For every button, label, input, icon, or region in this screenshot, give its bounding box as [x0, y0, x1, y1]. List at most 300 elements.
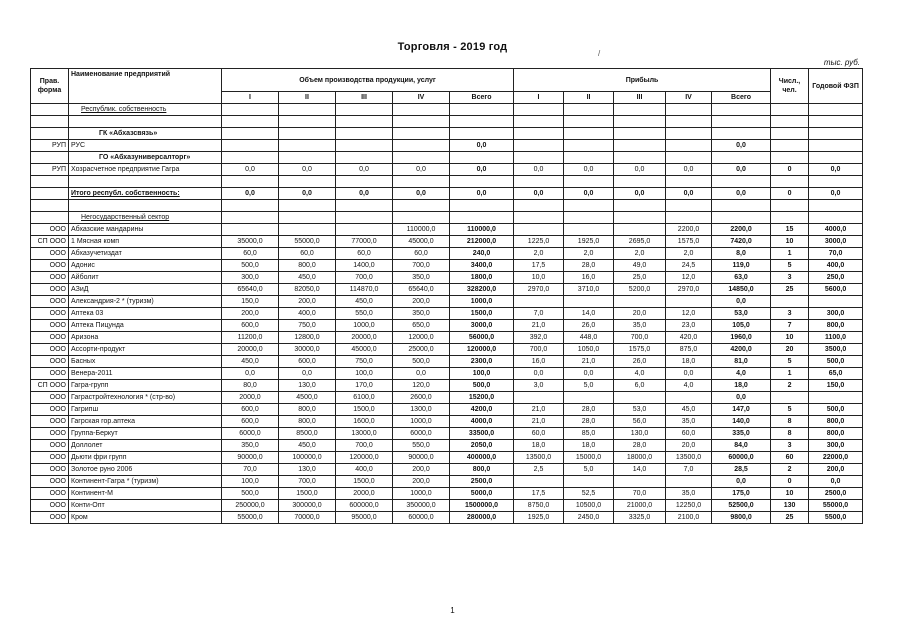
table-row — [31, 320, 863, 332]
annual-fund: 800,0 — [809, 320, 863, 332]
annual-fund: 150,0 — [809, 380, 863, 392]
volume-q3: 13000,0 — [336, 428, 393, 440]
profit-q4: 0,0 — [666, 368, 712, 380]
empty-cell — [514, 128, 564, 140]
legal-form: ООО — [31, 368, 69, 380]
profit-q3: 0,0 — [614, 164, 666, 176]
profit-total: 0,0 — [712, 296, 771, 308]
volume-q2: 200,0 — [279, 296, 336, 308]
table-row — [31, 164, 863, 176]
employees: 20 — [771, 344, 809, 356]
table-row — [31, 236, 863, 248]
volume-q4: 350000,0 — [393, 500, 450, 512]
profit-total: 147,0 — [712, 404, 771, 416]
profit-q3: 49,0 — [614, 260, 666, 272]
volume-q4: 110000,0 — [393, 224, 450, 236]
volume-total: 33500,0 — [450, 428, 514, 440]
profit-q2: 21,0 — [564, 356, 614, 368]
volume-q2: 12800,0 — [279, 332, 336, 344]
profit-q2: 2450,0 — [564, 512, 614, 524]
volume-q4: 200,0 — [393, 464, 450, 476]
volume-total: 800,0 — [450, 464, 514, 476]
empty-cell — [614, 212, 666, 224]
profit-q1: 18,0 — [514, 440, 564, 452]
profit-q2: 1050,0 — [564, 344, 614, 356]
volume-total: 3000,0 — [450, 320, 514, 332]
annual-fund: 300,0 — [809, 440, 863, 452]
annual-fund: 250,0 — [809, 272, 863, 284]
profit-q2: 2,0 — [564, 248, 614, 260]
volume-q3: 20000,0 — [336, 332, 393, 344]
volume-q2: 130,0 — [279, 380, 336, 392]
header-pro-total: Всего — [712, 92, 771, 104]
annual-fund: 3000,0 — [809, 236, 863, 248]
profit-q1: 21,0 — [514, 416, 564, 428]
volume-q2: 55000,0 — [279, 236, 336, 248]
legal-form: ООО — [31, 308, 69, 320]
table-row — [31, 368, 863, 380]
annual-fund: 0,0 — [809, 164, 863, 176]
legal-form: СП ООО — [31, 236, 69, 248]
profit-q1: 2,0 — [514, 248, 564, 260]
profit-q3: 700,0 — [614, 332, 666, 344]
volume-q2: 82050,0 — [279, 284, 336, 296]
volume-total: 240,0 — [450, 248, 514, 260]
profit-q3: 2,0 — [614, 248, 666, 260]
profit-q1 — [514, 140, 564, 152]
profit-q4: 2970,0 — [666, 284, 712, 296]
empty-cell — [393, 212, 450, 224]
profit-total: 105,0 — [712, 320, 771, 332]
volume-q3 — [336, 140, 393, 152]
volume-total: 3400,0 — [450, 260, 514, 272]
volume-q1: 100,0 — [222, 476, 279, 488]
profit-q1: 3,0 — [514, 380, 564, 392]
volume-q1: 600,0 — [222, 416, 279, 428]
empty-cell — [69, 176, 222, 188]
employees: 10 — [771, 488, 809, 500]
company-name: Аптека Пицунда — [69, 320, 222, 332]
volume-q3: 95000,0 — [336, 512, 393, 524]
volume-q1: 450,0 — [222, 356, 279, 368]
company-name: Аптека 03 — [69, 308, 222, 320]
empty-cell — [666, 200, 712, 212]
annual-fund: 0,0 — [809, 188, 863, 200]
table-row — [31, 440, 863, 452]
header-name: Наименование предприятий — [69, 69, 222, 104]
company-name: Континент-Гагра * (туризм) — [69, 476, 222, 488]
profit-q2: 1925,0 — [564, 236, 614, 248]
empty-cell — [450, 128, 514, 140]
volume-q4: 25000,0 — [393, 344, 450, 356]
volume-q3: 1500,0 — [336, 404, 393, 416]
profit-q4 — [666, 140, 712, 152]
table-row — [31, 248, 863, 260]
table-row — [31, 464, 863, 476]
profit-q3 — [614, 392, 666, 404]
volume-q2: 0,0 — [279, 188, 336, 200]
annual-fund: 800,0 — [809, 416, 863, 428]
profit-q4: 0,0 — [666, 188, 712, 200]
profit-q3: 28,0 — [614, 440, 666, 452]
header-pro-q3: III — [614, 92, 666, 104]
profit-q4: 12250,0 — [666, 500, 712, 512]
volume-total: 110000,0 — [450, 224, 514, 236]
volume-q3: 600000,0 — [336, 500, 393, 512]
volume-q2: 700,0 — [279, 476, 336, 488]
volume-q3: 100,0 — [336, 368, 393, 380]
company-name: Аризона — [69, 332, 222, 344]
company-name: Басных — [69, 356, 222, 368]
legal-form: ООО — [31, 392, 69, 404]
table-row — [31, 332, 863, 344]
empty-cell — [809, 176, 863, 188]
volume-q4: 12000,0 — [393, 332, 450, 344]
empty-cell — [222, 212, 279, 224]
legal-form: ООО — [31, 356, 69, 368]
profit-total: 0,0 — [712, 392, 771, 404]
empty-cell — [564, 212, 614, 224]
empty-cell — [809, 200, 863, 212]
volume-q2: 0,0 — [279, 368, 336, 380]
profit-q3: 6,0 — [614, 380, 666, 392]
profit-q4: 45,0 — [666, 404, 712, 416]
table-row — [31, 356, 863, 368]
profit-q4: 4,0 — [666, 380, 712, 392]
profit-q2: 0,0 — [564, 368, 614, 380]
volume-total: 400000,0 — [450, 452, 514, 464]
volume-q1: 60,0 — [222, 248, 279, 260]
employees: 3 — [771, 272, 809, 284]
empty-cell — [666, 176, 712, 188]
empty-cell — [564, 152, 614, 164]
volume-total: 56000,0 — [450, 332, 514, 344]
profit-q2: 10500,0 — [564, 500, 614, 512]
profit-q2: 0,0 — [564, 164, 614, 176]
volume-q1: 200,0 — [222, 308, 279, 320]
empty-cell — [564, 104, 614, 116]
empty-cell — [279, 212, 336, 224]
legal-form: ООО — [31, 476, 69, 488]
empty-cell — [279, 104, 336, 116]
volume-q2: 130,0 — [279, 464, 336, 476]
profit-q4: 1575,0 — [666, 236, 712, 248]
empty-cell — [450, 152, 514, 164]
employees: 8 — [771, 416, 809, 428]
empty-cell — [771, 128, 809, 140]
profit-q4: 60,0 — [666, 428, 712, 440]
volume-q2: 0,0 — [279, 164, 336, 176]
volume-total: 2300,0 — [450, 356, 514, 368]
annual-fund: 5600,0 — [809, 284, 863, 296]
employees: 0 — [771, 188, 809, 200]
annual-fund: 300,0 — [809, 308, 863, 320]
empty-cell — [712, 152, 771, 164]
volume-q2: 800,0 — [279, 404, 336, 416]
empty-cell — [31, 176, 69, 188]
empty-cell — [514, 200, 564, 212]
empty-cell — [336, 176, 393, 188]
employees: 1 — [771, 248, 809, 260]
volume-q2: 450,0 — [279, 440, 336, 452]
profit-q3: 130,0 — [614, 428, 666, 440]
profit-q4: 12,0 — [666, 308, 712, 320]
volume-q2: 750,0 — [279, 320, 336, 332]
company-name: Итого республ. собственность: — [69, 188, 222, 200]
annual-fund: 800,0 — [809, 428, 863, 440]
form-cell — [31, 104, 69, 116]
annual-fund: 65,0 — [809, 368, 863, 380]
legal-form: РУП — [31, 140, 69, 152]
employees: 2 — [771, 380, 809, 392]
company-name: Золотое руно 2006 — [69, 464, 222, 476]
empty-cell — [666, 116, 712, 128]
annual-fund: 500,0 — [809, 356, 863, 368]
volume-q1 — [222, 140, 279, 152]
profit-total: 53,0 — [712, 308, 771, 320]
table-row — [31, 296, 863, 308]
total-row — [31, 188, 863, 200]
empty-cell — [336, 116, 393, 128]
legal-form: ООО — [31, 404, 69, 416]
company-name: Венера-2011 — [69, 368, 222, 380]
volume-q1: 20000,0 — [222, 344, 279, 356]
empty-cell — [393, 104, 450, 116]
annual-fund: 2500,0 — [809, 488, 863, 500]
employees: 5 — [771, 260, 809, 272]
profit-total: 2200,0 — [712, 224, 771, 236]
table-row — [31, 404, 863, 416]
empty-cell — [771, 176, 809, 188]
volume-total: 15200,0 — [450, 392, 514, 404]
volume-total: 120000,0 — [450, 344, 514, 356]
volume-total: 280000,0 — [450, 512, 514, 524]
volume-total: 2500,0 — [450, 476, 514, 488]
profit-total: 60000,0 — [712, 452, 771, 464]
profit-total: 335,0 — [712, 428, 771, 440]
employees: 10 — [771, 332, 809, 344]
profit-q3: 0,0 — [614, 188, 666, 200]
profit-q2: 16,0 — [564, 272, 614, 284]
volume-q1: 500,0 — [222, 488, 279, 500]
profit-q1: 2,5 — [514, 464, 564, 476]
volume-q3: 77000,0 — [336, 236, 393, 248]
empty-cell — [614, 200, 666, 212]
employees: 3 — [771, 440, 809, 452]
volume-q3: 750,0 — [336, 356, 393, 368]
profit-total: 18,0 — [712, 380, 771, 392]
legal-form: РУП — [31, 164, 69, 176]
table-row — [31, 272, 863, 284]
company-name: Абхазучетиздат — [69, 248, 222, 260]
empty-cell — [712, 212, 771, 224]
empty-cell — [450, 116, 514, 128]
form-cell — [31, 152, 69, 164]
empty-cell — [614, 128, 666, 140]
volume-q1: 300,0 — [222, 272, 279, 284]
volume-q2: 70000,0 — [279, 512, 336, 524]
legal-form: ООО — [31, 344, 69, 356]
profit-q3: 53,0 — [614, 404, 666, 416]
section-title: Республик. собственность — [69, 104, 222, 116]
volume-q4: 350,0 — [393, 272, 450, 284]
profit-q2 — [564, 476, 614, 488]
profit-q2 — [564, 140, 614, 152]
employees — [771, 296, 809, 308]
volume-q1: 70,0 — [222, 464, 279, 476]
trade-table — [30, 68, 863, 524]
profit-total: 175,0 — [712, 488, 771, 500]
empty-cell — [336, 212, 393, 224]
volume-q4: 60,0 — [393, 248, 450, 260]
empty-cell — [564, 116, 614, 128]
legal-form: СП ООО — [31, 380, 69, 392]
volume-q3: 120000,0 — [336, 452, 393, 464]
volume-q3: 170,0 — [336, 380, 393, 392]
profit-q1: 1925,0 — [514, 512, 564, 524]
group-row — [31, 128, 863, 140]
table-row — [31, 512, 863, 524]
form-cell — [31, 212, 69, 224]
volume-q4: 90000,0 — [393, 452, 450, 464]
profit-q1: 1225,0 — [514, 236, 564, 248]
table-row — [31, 284, 863, 296]
legal-form: ООО — [31, 260, 69, 272]
empty-cell — [222, 176, 279, 188]
legal-form: ООО — [31, 452, 69, 464]
profit-q1: 0,0 — [514, 164, 564, 176]
volume-q2: 100000,0 — [279, 452, 336, 464]
volume-q4: 200,0 — [393, 296, 450, 308]
empty-cell — [279, 128, 336, 140]
employees — [771, 392, 809, 404]
volume-total: 5000,0 — [450, 488, 514, 500]
employees — [771, 140, 809, 152]
empty-row — [31, 200, 863, 212]
profit-q3: 20,0 — [614, 308, 666, 320]
group-title: ГК «Абхазсвязь» — [69, 128, 222, 140]
profit-total: 8,0 — [712, 248, 771, 260]
empty-cell — [712, 176, 771, 188]
volume-q4: 1300,0 — [393, 404, 450, 416]
legal-form: ООО — [31, 332, 69, 344]
legal-form: ООО — [31, 272, 69, 284]
company-name: Гагрипш — [69, 404, 222, 416]
profit-q3: 3325,0 — [614, 512, 666, 524]
company-name: Айболит — [69, 272, 222, 284]
profit-q4 — [666, 392, 712, 404]
profit-q3: 2695,0 — [614, 236, 666, 248]
profit-q4: 875,0 — [666, 344, 712, 356]
profit-q2: 5,0 — [564, 380, 614, 392]
volume-q3: 0,0 — [336, 164, 393, 176]
table-row — [31, 260, 863, 272]
profit-q1: 21,0 — [514, 404, 564, 416]
profit-total: 0,0 — [712, 164, 771, 176]
profit-q3: 1575,0 — [614, 344, 666, 356]
profit-q2: 14,0 — [564, 308, 614, 320]
volume-q3: 1500,0 — [336, 476, 393, 488]
profit-q2 — [564, 224, 614, 236]
header-vol-q4: IV — [393, 92, 450, 104]
volume-q1: 350,0 — [222, 440, 279, 452]
volume-total: 4200,0 — [450, 404, 514, 416]
profit-q1: 13500,0 — [514, 452, 564, 464]
empty-cell — [514, 176, 564, 188]
volume-total: 1500000,0 — [450, 500, 514, 512]
profit-q4: 2100,0 — [666, 512, 712, 524]
volume-total: 100,0 — [450, 368, 514, 380]
volume-q2: 300000,0 — [279, 500, 336, 512]
employees: 60 — [771, 452, 809, 464]
empty-cell — [514, 104, 564, 116]
empty-cell — [564, 200, 614, 212]
profit-q4: 35,0 — [666, 416, 712, 428]
header-volume: Объем производства продукции, услуг — [222, 69, 514, 92]
volume-q4: 60000,0 — [393, 512, 450, 524]
profit-q1: 0,0 — [514, 188, 564, 200]
table-row — [31, 380, 863, 392]
volume-total: 0,0 — [450, 140, 514, 152]
company-name: Александрия-2 * (туризм) — [69, 296, 222, 308]
volume-q2 — [279, 224, 336, 236]
empty-cell — [336, 152, 393, 164]
profit-q1 — [514, 476, 564, 488]
profit-q2: 52,5 — [564, 488, 614, 500]
profit-q3: 70,0 — [614, 488, 666, 500]
legal-form: ООО — [31, 284, 69, 296]
volume-total: 500,0 — [450, 380, 514, 392]
table-row — [31, 308, 863, 320]
empty-cell — [514, 116, 564, 128]
volume-q4: 500,0 — [393, 356, 450, 368]
legal-form: ООО — [31, 464, 69, 476]
employees: 5 — [771, 356, 809, 368]
profit-total: 14850,0 — [712, 284, 771, 296]
profit-q4: 13500,0 — [666, 452, 712, 464]
company-name: 1 Мясная комп — [69, 236, 222, 248]
employees: 130 — [771, 500, 809, 512]
volume-q3: 2000,0 — [336, 488, 393, 500]
table-body — [31, 104, 863, 524]
profit-q4: 23,0 — [666, 320, 712, 332]
empty-cell — [31, 200, 69, 212]
employees: 3 — [771, 308, 809, 320]
profit-q2: 18,0 — [564, 440, 614, 452]
volume-q3: 6100,0 — [336, 392, 393, 404]
empty-cell — [666, 104, 712, 116]
form-cell — [31, 128, 69, 140]
empty-cell — [336, 104, 393, 116]
employees: 2 — [771, 464, 809, 476]
volume-q4: 650,0 — [393, 320, 450, 332]
profit-q4: 12,0 — [666, 272, 712, 284]
profit-q1: 17,5 — [514, 260, 564, 272]
volume-q3: 700,0 — [336, 440, 393, 452]
empty-cell — [222, 200, 279, 212]
profit-q4: 18,0 — [666, 356, 712, 368]
volume-q2: 800,0 — [279, 260, 336, 272]
volume-q4 — [393, 140, 450, 152]
empty-cell — [771, 116, 809, 128]
profit-total: 140,0 — [712, 416, 771, 428]
volume-q1 — [222, 224, 279, 236]
volume-q2: 60,0 — [279, 248, 336, 260]
legal-form: ООО — [31, 428, 69, 440]
company-name: Гагра-групп — [69, 380, 222, 392]
annual-fund: 3500,0 — [809, 344, 863, 356]
profit-q3: 35,0 — [614, 320, 666, 332]
